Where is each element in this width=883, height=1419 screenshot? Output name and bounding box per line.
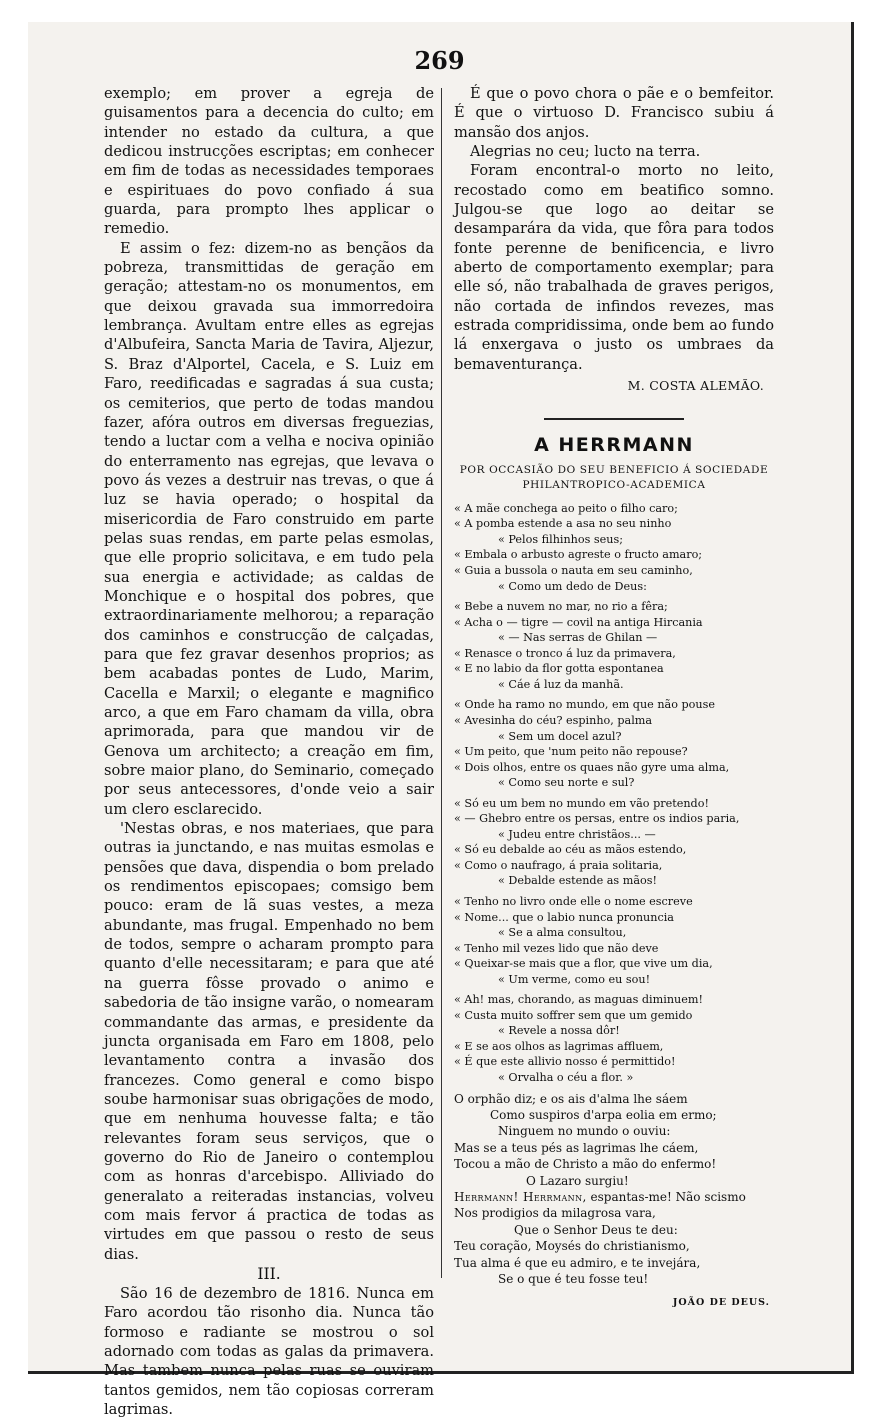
poem-line: « Acha o — tigre — covil na antiga Hircania [454,615,703,629]
column-divider [441,88,442,1278]
poem-line: O orphão diz; e os ais d'alma lhe sáem [454,1091,688,1106]
paragraph: exemplo; em prover a egreja de guisamentos para a decencia do culto; em intender no estado da cultura, a que dedicou instrucções escriptas; em conhecer em fim de todas as necessidades temporaes e espirituaes do povo confiado á sua guarda, para prompto lhes applicar o remedio. [104,85,434,238]
paragraph: É que o povo chora o pãe e o bemfeitor. É que o virtuoso D. Francisco subiu á mansão dos anjos. [454,85,774,141]
poem-line: « Como o naufrago, á praia solitaria, [454,858,663,872]
poem-line: « Revele a nossa dôr! [498,1024,620,1038]
poem-subtitle [454,463,774,493]
poem-line: « — Nas serras de Ghilan — [498,631,658,645]
poem-line: « Custa muito soffrer sem que um gemido [454,1008,693,1022]
paragraph: São 16 de dezembro de 1816. Nunca em Faro acordou tão risonho dia. Nunca tão formoso e radiante se mostrou o sol adornado com todas as galas da primavera. Mas tambem nunca pelas ruas se ouviram tantos gemidos, nem tão copiosas correram lagrimas. [104,1284,434,1419]
article-signature: M. COSTA ALEMÃO. [627,378,764,394]
poem-line: « Guia a bussola o nauta em seu caminho, [454,564,693,578]
poem-line: « É que este allivio nosso é permittido! [454,1055,676,1069]
page-number: 269 [414,46,465,75]
poem-line: « A mãe conchega ao peito o filho caro; [454,501,678,515]
poem-stanza [454,992,774,1085]
poem-title: A HERRMANN [534,433,694,456]
poem-line: « Nome... que o labio nunca pronuncia [454,910,674,924]
section-number: III. [257,1264,281,1283]
poem-line: « Como um dedo de Deus: [498,579,647,593]
section-divider [544,418,684,420]
poem-subtitle-line: PHILANTROPICO-ACADEMICA [522,478,706,491]
poem-stanza [454,501,774,594]
poem-line: « Só eu debalde ao céu as mãos estendo, [454,843,687,857]
paragraph: Foram encontral-o morto no leito, recostado como em beatifico somno. Julgou-se que logo ao deitar se desamparára da vida, que fôra para todos fonte perenne de benificencia, e livro aberto de comportamento exemplar; para elle só, não trabalhada de graves perigos, não cortada de infindos revezes, mas estrada compridissima, onde bem ao fundo lá enxergava o justo os umbraes da bemaventurança. [454,162,774,373]
left-column [104,84,434,1419]
poem-line: « Bebe a nuvem no mar, no rio a fêra; [454,600,668,614]
poem-line: « Um peito, que 'num peito não repouse? [454,745,688,759]
newspaper-page [28,22,854,1419]
poem-line: « Um verme, como eu sou! [498,972,651,986]
poem-subtitle-line: POR OCCASIÃO DO SEU BENEFICIO Á SOCIEDADE [459,463,769,476]
poem-line: « Onde ha ramo no mundo, em que não pouse [454,698,715,712]
paragraph: E assim o fez: dizem-no as bençãos da pobreza, transmittidas de geração em geração; attestam-no os monumentos, em que deixou gravada sua immorredoira lembrança. Avultam entre elles as egrejas d'Albufeira, Sancta Maria de Tavira, Aljezur, S. Braz d'Alportel, Cacela, e S. Luiz em Faro, reedificadas e sagradas á sua custa; os cemiterios, que perto de todas mandou fazer, afóra outros em diversas freguezias, tendo a luctar com a velha e nociva opinião do enterramento nas egrejas, que levava o povo ás vezes a destruir nas trevas, o que á luz se havia operado; o hospital da misericordia de Faro construido em parte pelas suas rendas, em parte pelas esmolas, que elle proprio solicitava, e em tudo pela sua energia e actividade; as caldas de Monchique e o hospital dos pobres, que extraordinariamente melhorou; a reparação dos caminhos e construcção de calçadas, para que fez gravar desenhos proprios; as bem acabadas pontes de Ludo, Marim, Cacella e Marxil; o elegante e magnifico arco, a que em Faro chamam da villa, obra aprimorada, para que mandou vir de Genova um architecto; a creação em fim, sobre maior plano, do Seminario, começado por seus antecessores, d'onde veio a sair um clero esclarecido. [104,239,434,818]
poem-line: Como suspiros d'arpa eolia em ermo; [490,1107,717,1122]
poem-stanzas [454,501,774,1086]
poem-line: « A pomba estende a asa no seu ninho [454,517,672,531]
poem-final-stanza [454,1091,774,1288]
poem-line: « Se a alma consultou, [498,926,627,940]
paragraph: Alegrias no ceu; lucto na terra. [470,143,701,161]
poem-line: « — Ghebro entre os persas, entre os indios paria, [454,812,740,826]
poem-line: « Cáe á luz da manhã. [498,677,624,691]
poem-line: Nos prodigios da milagrosa vara, [454,1206,656,1221]
poem-line: « Como seu norte e sul? [498,776,635,790]
poem-line [454,1189,774,1205]
poem-signature: JOÃO DE DEUS. [672,1297,770,1309]
poem-line: « Avesinha do céu? espinho, palma [454,713,653,727]
poem-line: « Ah! mas, chorando, as maguas diminuem! [454,993,703,1007]
poem-line: « Pelos filhinhos seus; [498,532,624,546]
poem-stanza [454,796,774,889]
poem-line: Teu coração, Moysés do christianismo, [454,1239,690,1254]
poem-stanza [454,894,774,987]
poem-line: « Só eu um bem no mundo em vão pretendo! [454,796,709,810]
poem-stanza [454,599,774,692]
poem-line: Tocou a mão de Christo a mão do enfermo! [454,1157,717,1172]
paragraph: 'Nestas obras, e nos materiaes, que para outras ia junctando, e nas muitas esmolas e pensões que dava, dispendia o bom prelado os rendimentos episcopaes; comsigo bem pouco: eram de lã suas vestes, a meza abundante, mas frugal. Empenhado no bem de todos, sempre o acharam prompto para quanto d'elle necessitaram; e para que até na guerra fôsse provado o animo e sabedoria de tão insigne varão, o nomearam commandante das armas, e presidente da juncta organisada em Faro em 1808, pelo levantamento contra a invasão dos francezes. Como general e como bispo soube harmonisar suas obrigações de modo, que em nenhuma houvesse falta; e tão relevantes foram seus serviços, que o governo do Rio de Janeiro o contemplou com as honras d'arcebispo. Alliviado do generalato a reiteradas instancias, volveu com mais fervor á practica de todas as virtudes em que passou o resto de seus dias. [104,820,434,1263]
poem-name: Herrmann! Herrmann, [454,1189,587,1204]
poem-line: « Judeu entre christãos... — [498,827,656,841]
poem-line: « Queixar-se mais que a flor, que vive um dia, [454,957,713,971]
poem-line: O Lazaro surgiu! [526,1173,629,1188]
poem-line: « Sem um docel azul? [498,729,622,743]
poem-line: « Dois olhos, entre os quaes não gyre uma alma, [454,760,730,774]
poem-line: Que o Senhor Deus te deu: [514,1222,678,1237]
poem-line: « E no labio da flor gotta espontanea [454,662,664,676]
right-column [454,84,774,1313]
poem-line: « Tenho mil vezes lido que não deve [454,941,659,955]
poem-line: Se o que é teu fosse teu! [498,1272,649,1286]
poem-line: « Debalde estende as mãos! [498,874,657,888]
poem-line: « Embala o arbusto agreste o fructo amaro; [454,548,703,562]
poem-line-rest: espantas-me! Não scismo [586,1189,746,1204]
poem-line: « Tenho no livro onde elle o nome escreve [454,894,693,908]
poem-line: « Renasce o tronco á luz da primavera, [454,646,676,660]
poem-line: Ninguem no mundo o ouviu: [498,1124,671,1139]
poem-line: « Orvalha o céu a flor. » [498,1070,634,1084]
poem-stanza [454,697,774,790]
poem-line: Mas se a teus pés as lagrimas lhe cáem, [454,1140,699,1155]
poem-line: « E se aos olhos as lagrimas affluem, [454,1039,664,1053]
poem-line: Tua alma é que eu admiro, e te invejára, [454,1255,701,1270]
